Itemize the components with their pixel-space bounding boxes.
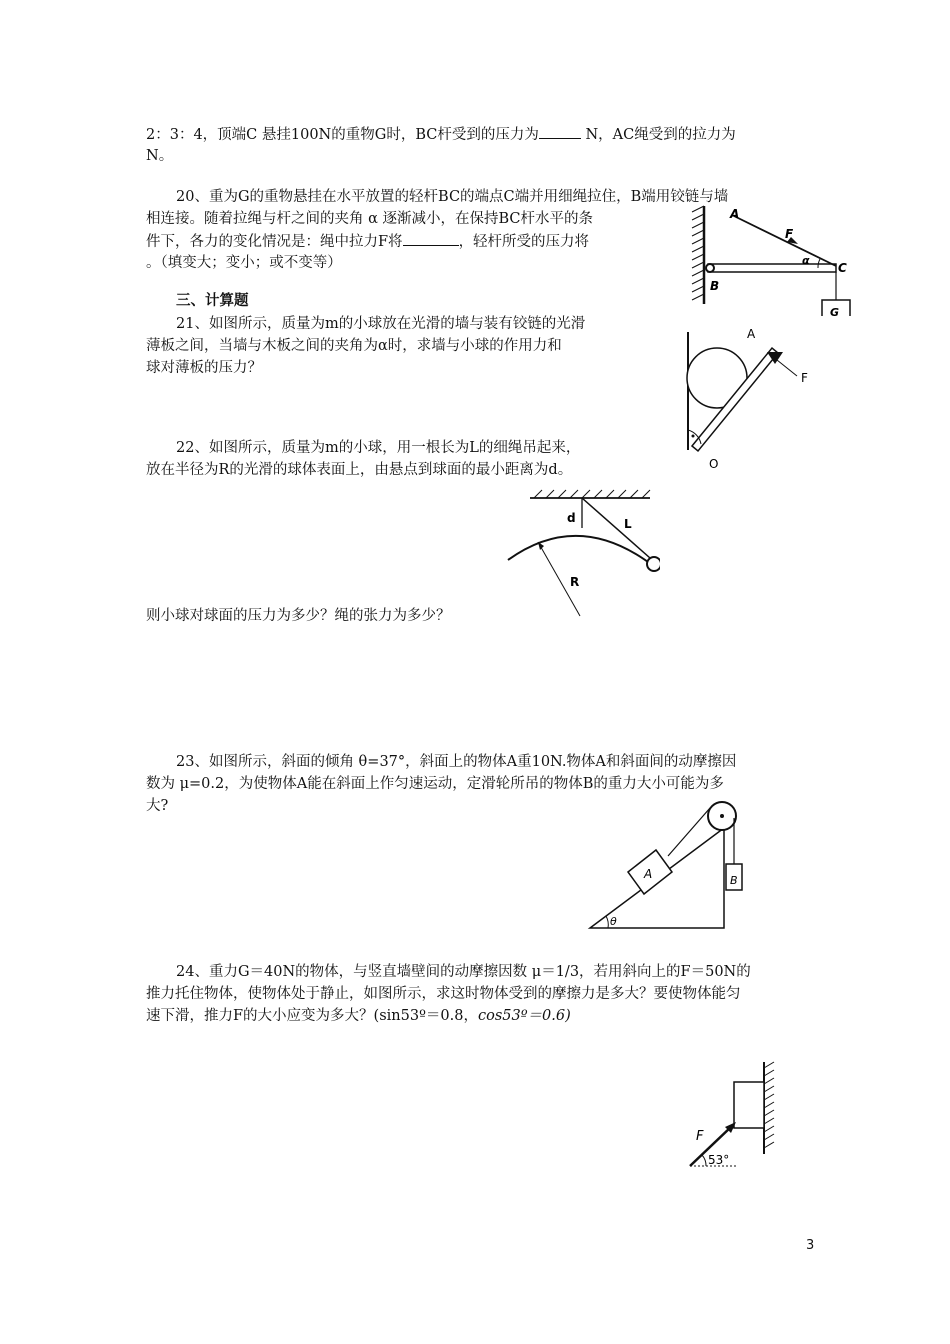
label-r: R (570, 575, 580, 589)
section-heading-calc: 三、计算题 (176, 293, 249, 309)
q20-line-4: 。（填变大；变小；或不变等） (146, 255, 342, 271)
q19-units-line: N。 (146, 148, 174, 164)
figure-q20 (690, 204, 855, 316)
figure-q21 (683, 322, 813, 472)
label-f: F (785, 227, 794, 241)
label-l: L (624, 517, 632, 531)
figure-q22 (500, 488, 660, 618)
q21-line-1: 21、如图所示，质量为m的小球放在光滑的墙与装有铰链的光滑 (176, 316, 586, 332)
force-line (777, 360, 797, 376)
q23-line-3: 大? (146, 798, 169, 814)
label-d: d (567, 511, 576, 525)
pulley-axle (720, 814, 724, 818)
page-number: 3 (806, 1238, 815, 1253)
label-b: B (730, 874, 738, 887)
q24-text-part1: 速下滑，推力F的大小应变为多大？(sin53º＝0.8， (146, 1008, 478, 1024)
q21-line-3: 球对薄板的压力？ (146, 360, 262, 376)
q19-text-part2: N，AC绳受到的拉力为 (580, 127, 736, 143)
label-theta: θ (610, 915, 617, 928)
wall-hatch (764, 1062, 774, 1154)
rope-ac (734, 216, 836, 266)
ceiling-hatch (530, 490, 650, 498)
label-f: F (696, 1129, 704, 1144)
q20-line-3 (146, 231, 589, 252)
small-ball (647, 557, 660, 571)
q22-line-3: 则小球对球面的压力为多少？绳的张力为多少？ (146, 608, 451, 624)
q19-text-part1: 2：3：4，顶端C 悬挂100N的重物G时，BC杆受到的压力为 (146, 127, 539, 143)
figure-q23 (586, 780, 751, 930)
label-o: O (709, 457, 719, 471)
q23-line-1: 23、如图所示，斜面的倾角 θ=37°，斜面上的物体A重10N.物体A和斜面间的动摩擦因 (176, 754, 737, 770)
label-alpha: α (802, 254, 810, 267)
q20-line-2: 相连接。随着拉绳与杆之间的夹角 α 逐渐减小，在保持BC杆水平的条 (146, 211, 594, 227)
q24-line-2: 推力托住物体，使物体处于静止，如图所示，求这时物体受到的摩擦力是多大？要使物体能匀 (146, 986, 741, 1002)
label-g: G (830, 306, 840, 316)
q22-line-2: 放在半径为R的光滑的球体表面上，由悬点到球面的最小距离为d。 (146, 462, 573, 478)
q20-text-part1: 件下，各力的变化情况是：绳中拉力F将 (146, 234, 403, 250)
q24-text-part2: cos53º＝0.6) (477, 1008, 571, 1024)
label-b: B (710, 279, 720, 293)
rope-l (582, 498, 650, 558)
q24-line-3 (146, 1006, 571, 1026)
label-a: A (730, 207, 740, 221)
block (734, 1082, 764, 1128)
q22-line-1: 22、如图所示，质量为m的小球，用一根长为L的细绳吊起来， (176, 440, 581, 456)
hinge-dot (692, 435, 695, 438)
q19-continuation-line (146, 124, 736, 145)
figure-q24 (682, 1060, 792, 1180)
angle-arc (702, 1155, 706, 1166)
sphere-surface (508, 536, 656, 568)
label-f: F (801, 371, 808, 385)
hinge-b (706, 264, 714, 272)
label-a: A (644, 867, 653, 881)
wall-hatch (692, 206, 704, 304)
q19-blank-bc-force[interactable] (539, 124, 581, 139)
label-angle: 53° (708, 1153, 730, 1167)
q20-blank-tension[interactable] (403, 231, 459, 246)
q24-line-1: 24、重力G＝40N的物体，与竖直墙壁间的动摩擦因数 μ＝1/3，若用斜向上的F＝50N的 (176, 964, 751, 980)
q20-line-1: 20、重为G的重物悬挂在水平放置的轻杆BC的端点C端并用细绳拉住，B端用铰链与墙 (176, 189, 729, 205)
q20-text-part2: ，轻杆所受的压力将 (458, 234, 590, 250)
q21-line-2: 薄板之间，当墙与木板之间的夹角为α时，求墙与小球的作用力和 (146, 338, 562, 354)
q23-line-2: 数为 μ=0.2，为使物体A能在斜面上作匀速运动，定滑轮所吊的物体B的重力大小可能为多 (146, 776, 724, 792)
bc-rod (708, 264, 836, 272)
label-c: C (838, 261, 847, 275)
label-a: A (747, 327, 756, 341)
